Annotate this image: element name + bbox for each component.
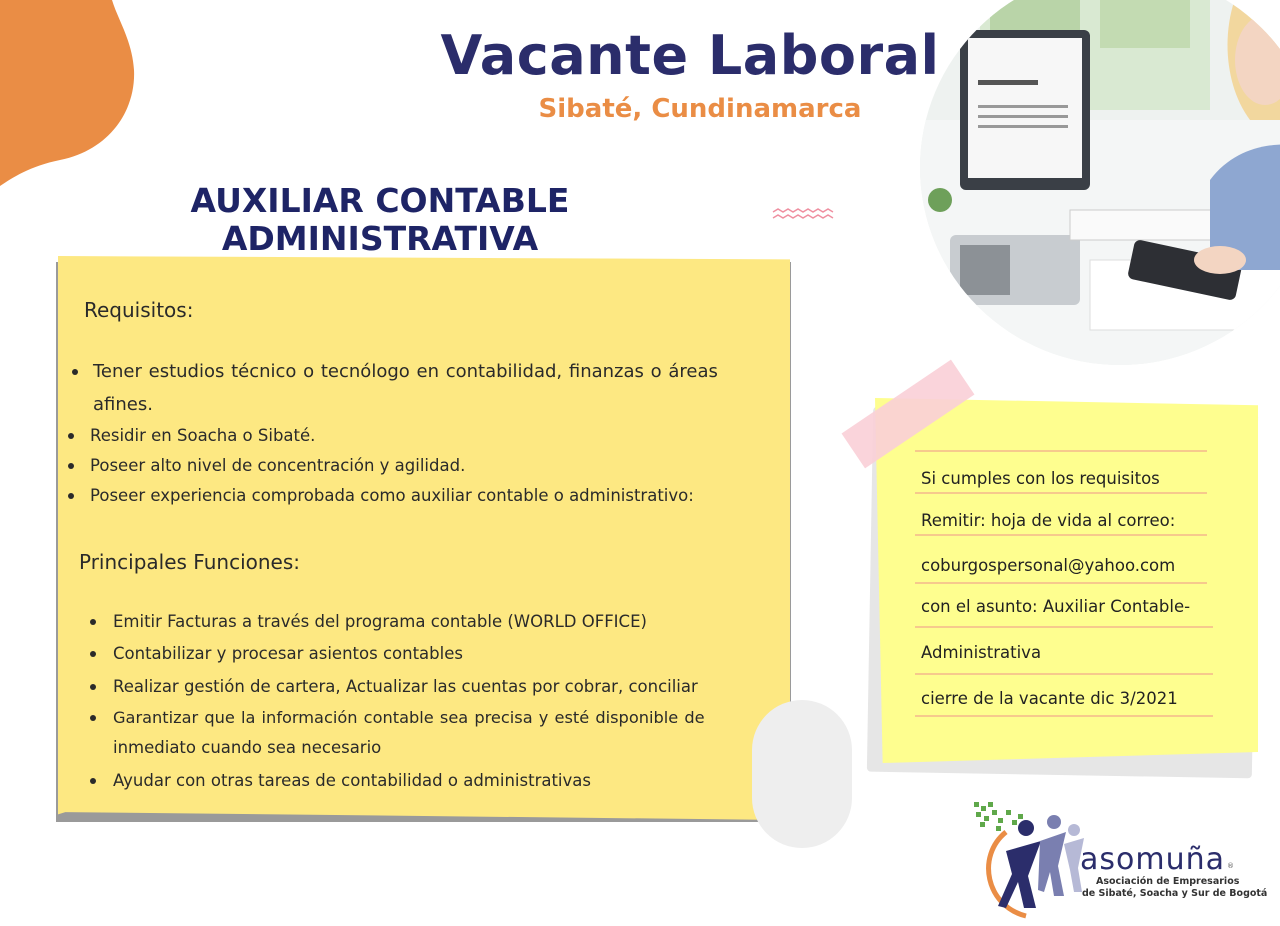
bullet xyxy=(72,369,78,375)
bullet xyxy=(90,684,96,690)
contact-line: Remitir: hoja de vida al correo: xyxy=(921,511,1176,530)
decorative-shape xyxy=(752,700,852,848)
orange-blob-decoration xyxy=(0,0,140,190)
note-rule xyxy=(915,450,1207,452)
job-title-line-1: AUXILIAR CONTABLE xyxy=(190,181,570,220)
requirement-item: Poseer experiencia comprobada como auxiliar contable o administrativo: xyxy=(90,486,694,505)
requirement-item: Tener estudios técnico o tecnólogo en contabilidad, finanzas o áreas xyxy=(93,361,718,382)
function-item-cont: inmediato cuando sea necesario xyxy=(113,738,382,757)
bullet xyxy=(68,463,74,469)
note-rule xyxy=(915,715,1213,717)
function-item: Realizar gestión de cartera, Actualizar las cuentas por cobrar, conciliar xyxy=(113,677,698,696)
note-rule xyxy=(915,492,1207,494)
logo-tagline: de Sibaté, Soacha y Sur de Bogotá xyxy=(1082,888,1268,899)
requirements-heading: Requisitos: xyxy=(84,298,194,322)
functions-heading: Principales Funciones: xyxy=(79,550,300,574)
contact-line: Si cumples con los requisitos xyxy=(921,469,1160,488)
function-item: Garantizar que la información contable sea precisa y esté disponible de xyxy=(113,708,705,727)
bullet xyxy=(90,651,96,657)
logo-tagline: Asociación de Empresarios xyxy=(1096,876,1240,887)
page-title: Vacante Laboral xyxy=(440,24,940,87)
contact-note xyxy=(875,398,1258,763)
office-photo xyxy=(920,0,1280,365)
bullet xyxy=(90,778,96,784)
note-rule xyxy=(915,673,1213,675)
registered-mark-icon: ® xyxy=(1227,862,1234,870)
function-item: Ayudar con otras tareas de contabilidad o administrativas xyxy=(113,771,591,790)
job-title xyxy=(150,182,610,258)
bullet xyxy=(90,715,96,721)
bullet xyxy=(68,433,74,439)
function-item: Contabilizar y procesar asientos contables xyxy=(113,644,463,663)
bullet xyxy=(90,619,96,625)
note-rule xyxy=(915,582,1207,584)
contact-subject: con el asunto: Auxiliar Contable- xyxy=(921,597,1191,616)
requirement-item-cont: afines. xyxy=(93,394,153,415)
vacancy-deadline: cierre de la vacante dic 3/2021 xyxy=(921,689,1178,708)
logo-wordmark: asomuña xyxy=(1080,842,1226,877)
wave-decoration xyxy=(772,208,834,222)
note-rule xyxy=(915,534,1207,536)
job-title-line-2: ADMINISTRATIVA xyxy=(221,219,539,258)
requirement-item: Poseer alto nivel de concentración y agilidad. xyxy=(90,456,466,475)
contact-subject-cont: Administrativa xyxy=(921,643,1042,662)
contact-email[interactable]: coburgospersonal@yahoo.com xyxy=(921,556,1176,575)
function-item: Emitir Facturas a través del programa contable (WORLD OFFICE) xyxy=(113,612,647,631)
location-subtitle: Sibaté, Cundinamarca xyxy=(538,94,862,124)
note-rule xyxy=(915,626,1213,628)
bullet xyxy=(68,493,74,499)
requirement-item: Residir en Soacha o Sibaté. xyxy=(90,426,316,445)
